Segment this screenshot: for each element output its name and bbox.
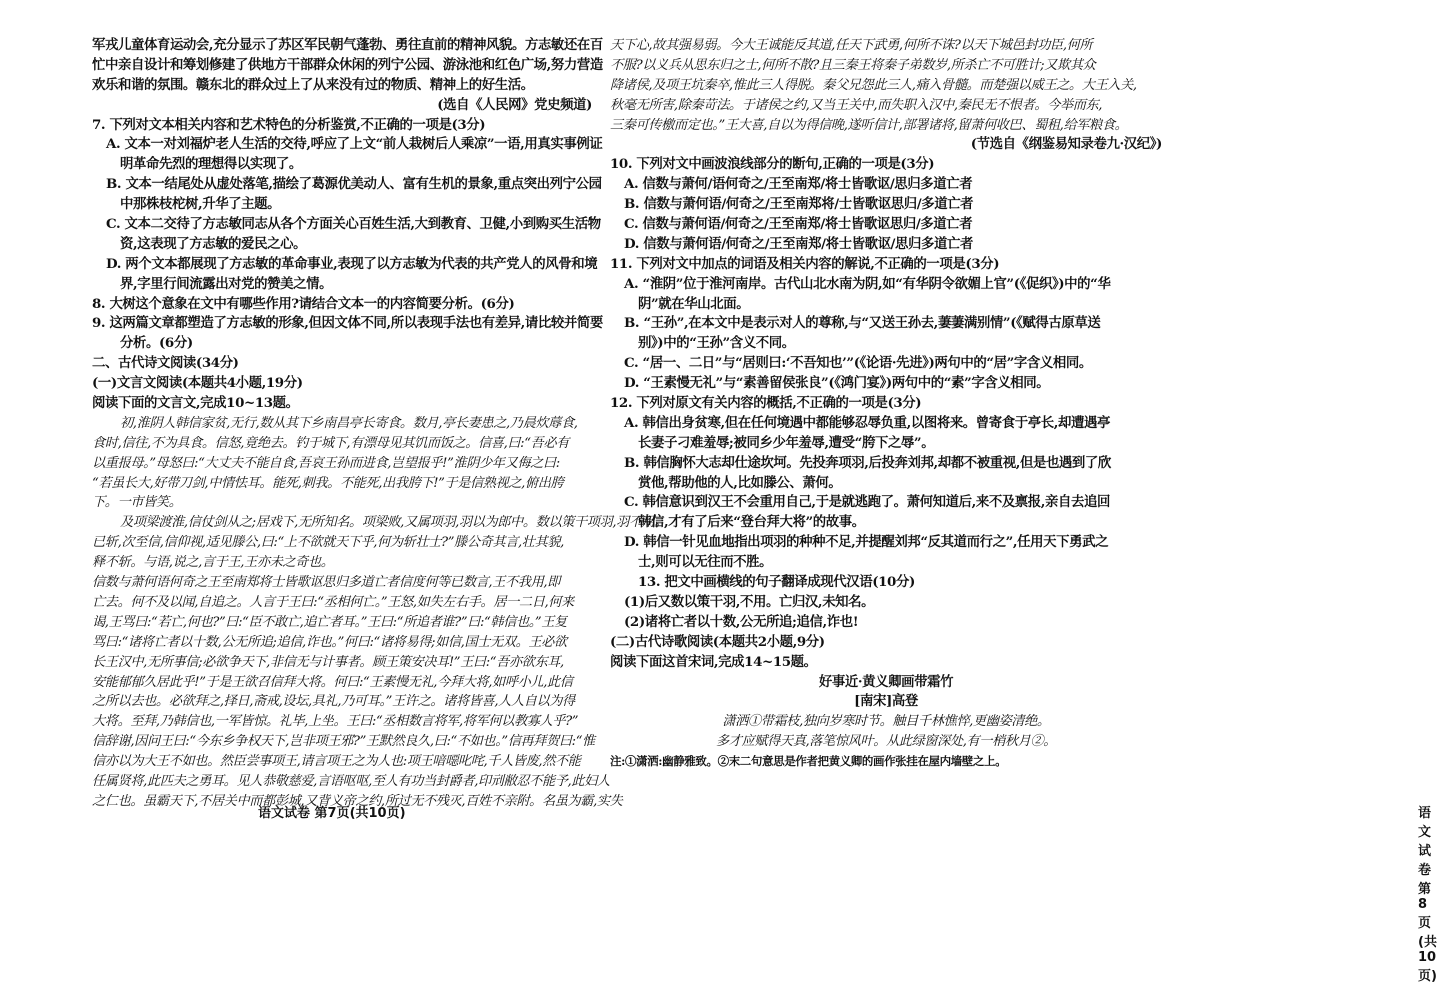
left-text-line: 之仁也。虽霸天下,不居关中而都彭城,又背义帝之约,所过无不残灭,百姓不亲附。名虽为霸,实失 [92,793,623,809]
left-text-line: 欢乐和谐的氛围。赣东北的群众过上了从来没有过的物质、精神上的好生活。 [92,76,534,93]
left-text-line: (选自《人民网》党史频道) [437,96,592,113]
left-text-line: 亡去。何不及以闻,自追之。人言于王曰:“丞相何亡。”王怒,如失左右手。居一二日,何来 [92,594,574,610]
right-text-line: (1)后又数以策干羽,不用。亡归汉,未知名。 [624,593,875,610]
right-page-text [610,36,1162,772]
right-text-line: C. “居一、二日”与“居则曰:‘不吾知也’”(《论语·先进》)两句中的“居”字含义相同。 [624,355,1092,372]
left-text-line: 以重报母。”母怒曰:“大丈夫不能自食,吾哀王孙而进食,岂望报乎!”淮阴少年又侮之曰: [92,455,560,471]
left-text-line: 骂曰:“诸将亡者以十数,公无所追;追信,诈也。”何曰:“诸将易得;如信,国士无双。王必欲 [92,634,567,650]
right-page-footer: 语文试卷 第8页(共10页) [1418,806,1437,984]
right-text-line: 不服?以义兵从思东归之士,何所不散?且三秦王将秦子弟数岁,所杀亡不可胜计;又欺其众 [610,57,1096,73]
left-text-line: 界,字里行间流露出对党的赞美之情。 [120,275,333,292]
right-text-line: 阅读下面这首宋词,完成14~15题。 [610,653,817,670]
left-text-line: 信亦以为大王不如也。然臣尝事项王,请言项王之为人也:项王喑噁叱咤,千人皆废,然不能 [92,754,581,770]
right-text-line: A. “淮阴”位于淮河南岸。古代山北水南为阴,如“有华阴令欲媚上官”(《促织》)中的“华 [624,275,1111,292]
left-text-line: 谒,王骂曰:“若亡,何也?”曰:“臣不敢亡,追亡者耳。”王曰:“所追者谁?”曰:“韩信也。”王复 [92,614,567,630]
left-text-line: 9. 这两篇文章都塑造了方志敏的形象,但因文体不同,所以表现手法也有差异,请比较并简要 [92,315,603,332]
right-text-line: 10. 下列对文中画波浪线部分的断句,正确的一项是(3分) [610,156,935,173]
left-text-line: 下。一市皆笑。 [92,495,182,511]
left-text-line: 7. 下列对文本相关内容和艺术特色的分析鉴赏,不正确的一项是(3分) [92,116,486,133]
left-text-line: 8. 大树这个意象在文中有哪些作用?请结合文本一的内容简要分析。(6分) [92,295,515,312]
right-text-line: 11. 下列对文中加点的词语及相关内容的解说,不正确的一项是(3分) [610,255,1000,272]
left-text-line: 忙中亲自设计和筹划修建了供地方干部群众休闲的列宁公园、游泳池和红色广场,努力营造 [92,56,603,73]
right-text-line: 13. 把文中画横线的句子翻译成现代汉语(10分) [638,574,915,591]
left-text-line: 信数与萧何语何奇之王至南郑将士皆歌讴思归多道亡者信度何等已数言,王不我用,即 [92,575,560,591]
right-text-line: D. 韩信一针见血地指出项羽的种种不足,并提醒刘邦“反其道而行之”,任用天下勇武之 [624,534,1109,551]
right-text-line: (节选自《纲鉴易知录卷九·汉纪》) [970,136,1162,153]
right-text-line: 韩信,才有了后来“登台拜大将”的故事。 [638,514,865,531]
right-text-line: 士,则可以无往而不胜。 [638,554,773,571]
right-text-line: (二)古代诗歌阅读(本题共2小题,9分) [610,633,825,650]
right-text-line: 秋毫无所害,除秦苛法。于诸侯之约,又当王关中,而失职入汉中,秦民无不恨者。今举而东, [610,97,1103,113]
left-text-line: 信辞谢,因问王曰:“今东乡争权天下,岂非项王邪?”王默然良久,曰:“不如也。”信再拜贺曰:“惟 [92,734,595,750]
right-text-line: B. “王孙”,在本文中是表示对人的尊称,与“又送王孙去,萋萋满别情”(《赋得古原草送 [624,315,1101,332]
left-text-line: 释不斩。与语,说之,言于王,王亦未之奇也。 [92,555,334,571]
right-text-line: 赏他,帮助他的人,比如滕公、萧何。 [638,474,842,491]
left-text-line: C. 文本二交待了方志敏同志从各个方面关心百姓生活,大到教育、卫健,小到购买生活物 [106,216,601,233]
left-text-line: 安能郁郁久居此乎!”于是王欲召信拜大将。何曰:“王素慢无礼,今拜大将,如呼小儿,此信 [92,674,573,690]
left-text-line: 初,淮阴人韩信家贫,无行,数从其下乡南昌亭长寄食。数月,亭长妻患之,乃晨炊蓐食, [120,415,578,431]
right-text-line: 降诸侯,及项王坑秦卒,惟此三人得脱。秦父兄怨此三人,痛入骨髓。而楚强以威王之。大王入关, [610,77,1137,93]
right-page [600,0,1437,984]
right-text-line: C. 韩信意识到汉王不会重用自己,于是就逃跑了。萧何知道后,来不及禀报,亲自去追回 [624,494,1111,511]
left-text-line: 阅读下面的文言文,完成10~13题。 [92,395,299,412]
left-text-line: 之所以去也。必欲拜之,择日,斋戒,设坛,具礼,乃可耳。”王许之。诸将皆喜,人人自以为得 [92,694,575,710]
right-text-line: 注:①潇洒:幽静雅致。②末二句意思是作者把黄义卿的画作张挂在屋内墙壁之上。 [610,754,1007,769]
left-page-text [92,36,668,812]
right-text-line: D. 信数与萧何语/何奇之/王至南郑/将士皆歌讴/思归多道亡者 [624,235,973,252]
left-text-line: “若虽长大,好带刀剑,中情怯耳。能死,刺我。不能死,出我胯下!”于是信熟视之,俯出胯 [92,475,564,491]
left-text-line: 长王汉中,无所事信;必欲争天下,非信无与计事者。顾王策安决耳!”王曰:“吾亦欲东耳, [92,654,564,670]
left-page-footer: 语文试卷 第7页(共10页) [258,806,406,821]
right-text-line: 三秦可传檄而定也。”王大喜,自以为得信晚,遂听信计,部署诸将,留萧何收巴、蜀租,给军粮食。 [610,117,1128,133]
left-text-line: (一)文言文阅读(本题共4小题,19分) [92,375,303,392]
left-text-line: 任属贤将,此匹夫之勇耳。见人恭敬慈爱,言语呕呕,至人有功当封爵者,印刓敝忍不能予,此妇人 [92,773,610,789]
left-page [0,0,668,849]
right-text-line: A. 韩信出身贫寒,但在任何境遇中都能够忍辱负重,以图将来。曾寄食于亭长,却遭遇亭 [624,414,1110,431]
left-text-line: 资,这表现了方志敏的爱民之心。 [120,235,307,252]
right-text-line: 好事近·黄义卿画带霜竹 [818,673,954,690]
left-text-line: 已斩,次至信,信仰视,适见滕公,曰:“上不欲就天下乎,何为斩壮士?”滕公奇其言,壮其貌, [92,535,564,551]
left-text-line: A. 文本一对刘福炉老人生活的交待,呼应了上文“前人栽树后人乘凉”一语,用真实事例证 [106,136,603,153]
right-text-line: [南宋]高登 [854,693,918,710]
left-text-line: B. 文本一结尾处从虚处落笔,描绘了葛源优美动人、富有生机的景象,重点突出列宁公园 [106,176,602,193]
left-text-line: 大将。至拜,乃韩信也,一军皆惊。礼毕,上坐。王曰:“丞相数言将军,将军何以教寡人乎?” [92,714,579,730]
left-text-line: 明革命先烈的理想得以实现了。 [120,156,302,173]
right-text-line: C. 信数与萧何语/何奇之/王至南郑/将士皆歌讴思归/多道亡者 [624,216,973,233]
right-text-line: 长妻子刁难羞辱;被同乡少年羞辱,遭受“胯下之辱”。 [638,434,935,451]
left-text-line: 及项梁渡淮,信仗剑从之;居戏下,无所知名。项梁败,又属项羽,羽以为郎中。数以策干项羽,羽不用。 [120,515,668,531]
right-text-line: 12. 下列对原文有关内容的概括,不正确的一项是(3分) [610,395,922,412]
left-text-line: 军戎儿童体育运动会,充分显示了苏区军民朝气蓬勃、勇往直前的精神风貌。方志敏还在百 [92,37,603,53]
right-text-line: (2)诸将亡者以十数,公无所追;追信,诈也! [624,613,859,630]
right-text-line: 阴”就在华山北面。 [638,295,750,312]
right-text-line: B. 韩信胸怀大志却仕途坎坷。先投奔项羽,后投奔刘邦,却都不被重视,但是也遇到了欣 [624,454,1111,471]
left-text-line: 二、古代诗文阅读(34分) [92,355,239,372]
right-text-line: 别》)中的“王孙”含义不同。 [638,335,795,352]
right-text-line: 多才应赋得天真,落笔惊风叶。从此绿窗深处,有一梢秋月②。 [715,734,1057,750]
left-text-line: 中那株枝柁树,升华了主题。 [120,196,281,213]
right-text-line: 天下心,故其强易弱。今大王诚能反其道,任天下武勇,何所不诛?以天下城邑封功臣,何所 [610,38,1093,53]
right-text-line: A. 信数与萧何/语何奇之/王至南郑/将士皆歌讴/思归多道亡者 [624,176,973,193]
left-text-line: D. 两个文本都展现了方志敏的革命事业,表现了以方志敏为代表的共产党人的风骨和境 [106,255,598,272]
right-text-line: B. 信数与萧何语/何奇之/王至南郑将/士皆歌讴思归/多道亡者 [624,196,974,213]
right-text-line: 潇洒①带霜枝,独向岁寒时节。触目千林憔悴,更幽姿清绝。 [722,714,1050,730]
right-text-line: D. “王素慢无礼”与“素善留侯张良”(《鸿门宴》)两句中的“素”字含义相同。 [624,375,1050,392]
left-text-line: 分析。(6分) [120,335,193,352]
left-text-line: 食时,信往,不为具食。信怒,竟绝去。钓于城下,有漂母见其饥而饭之。信喜,曰:“吾必有 [92,435,569,451]
